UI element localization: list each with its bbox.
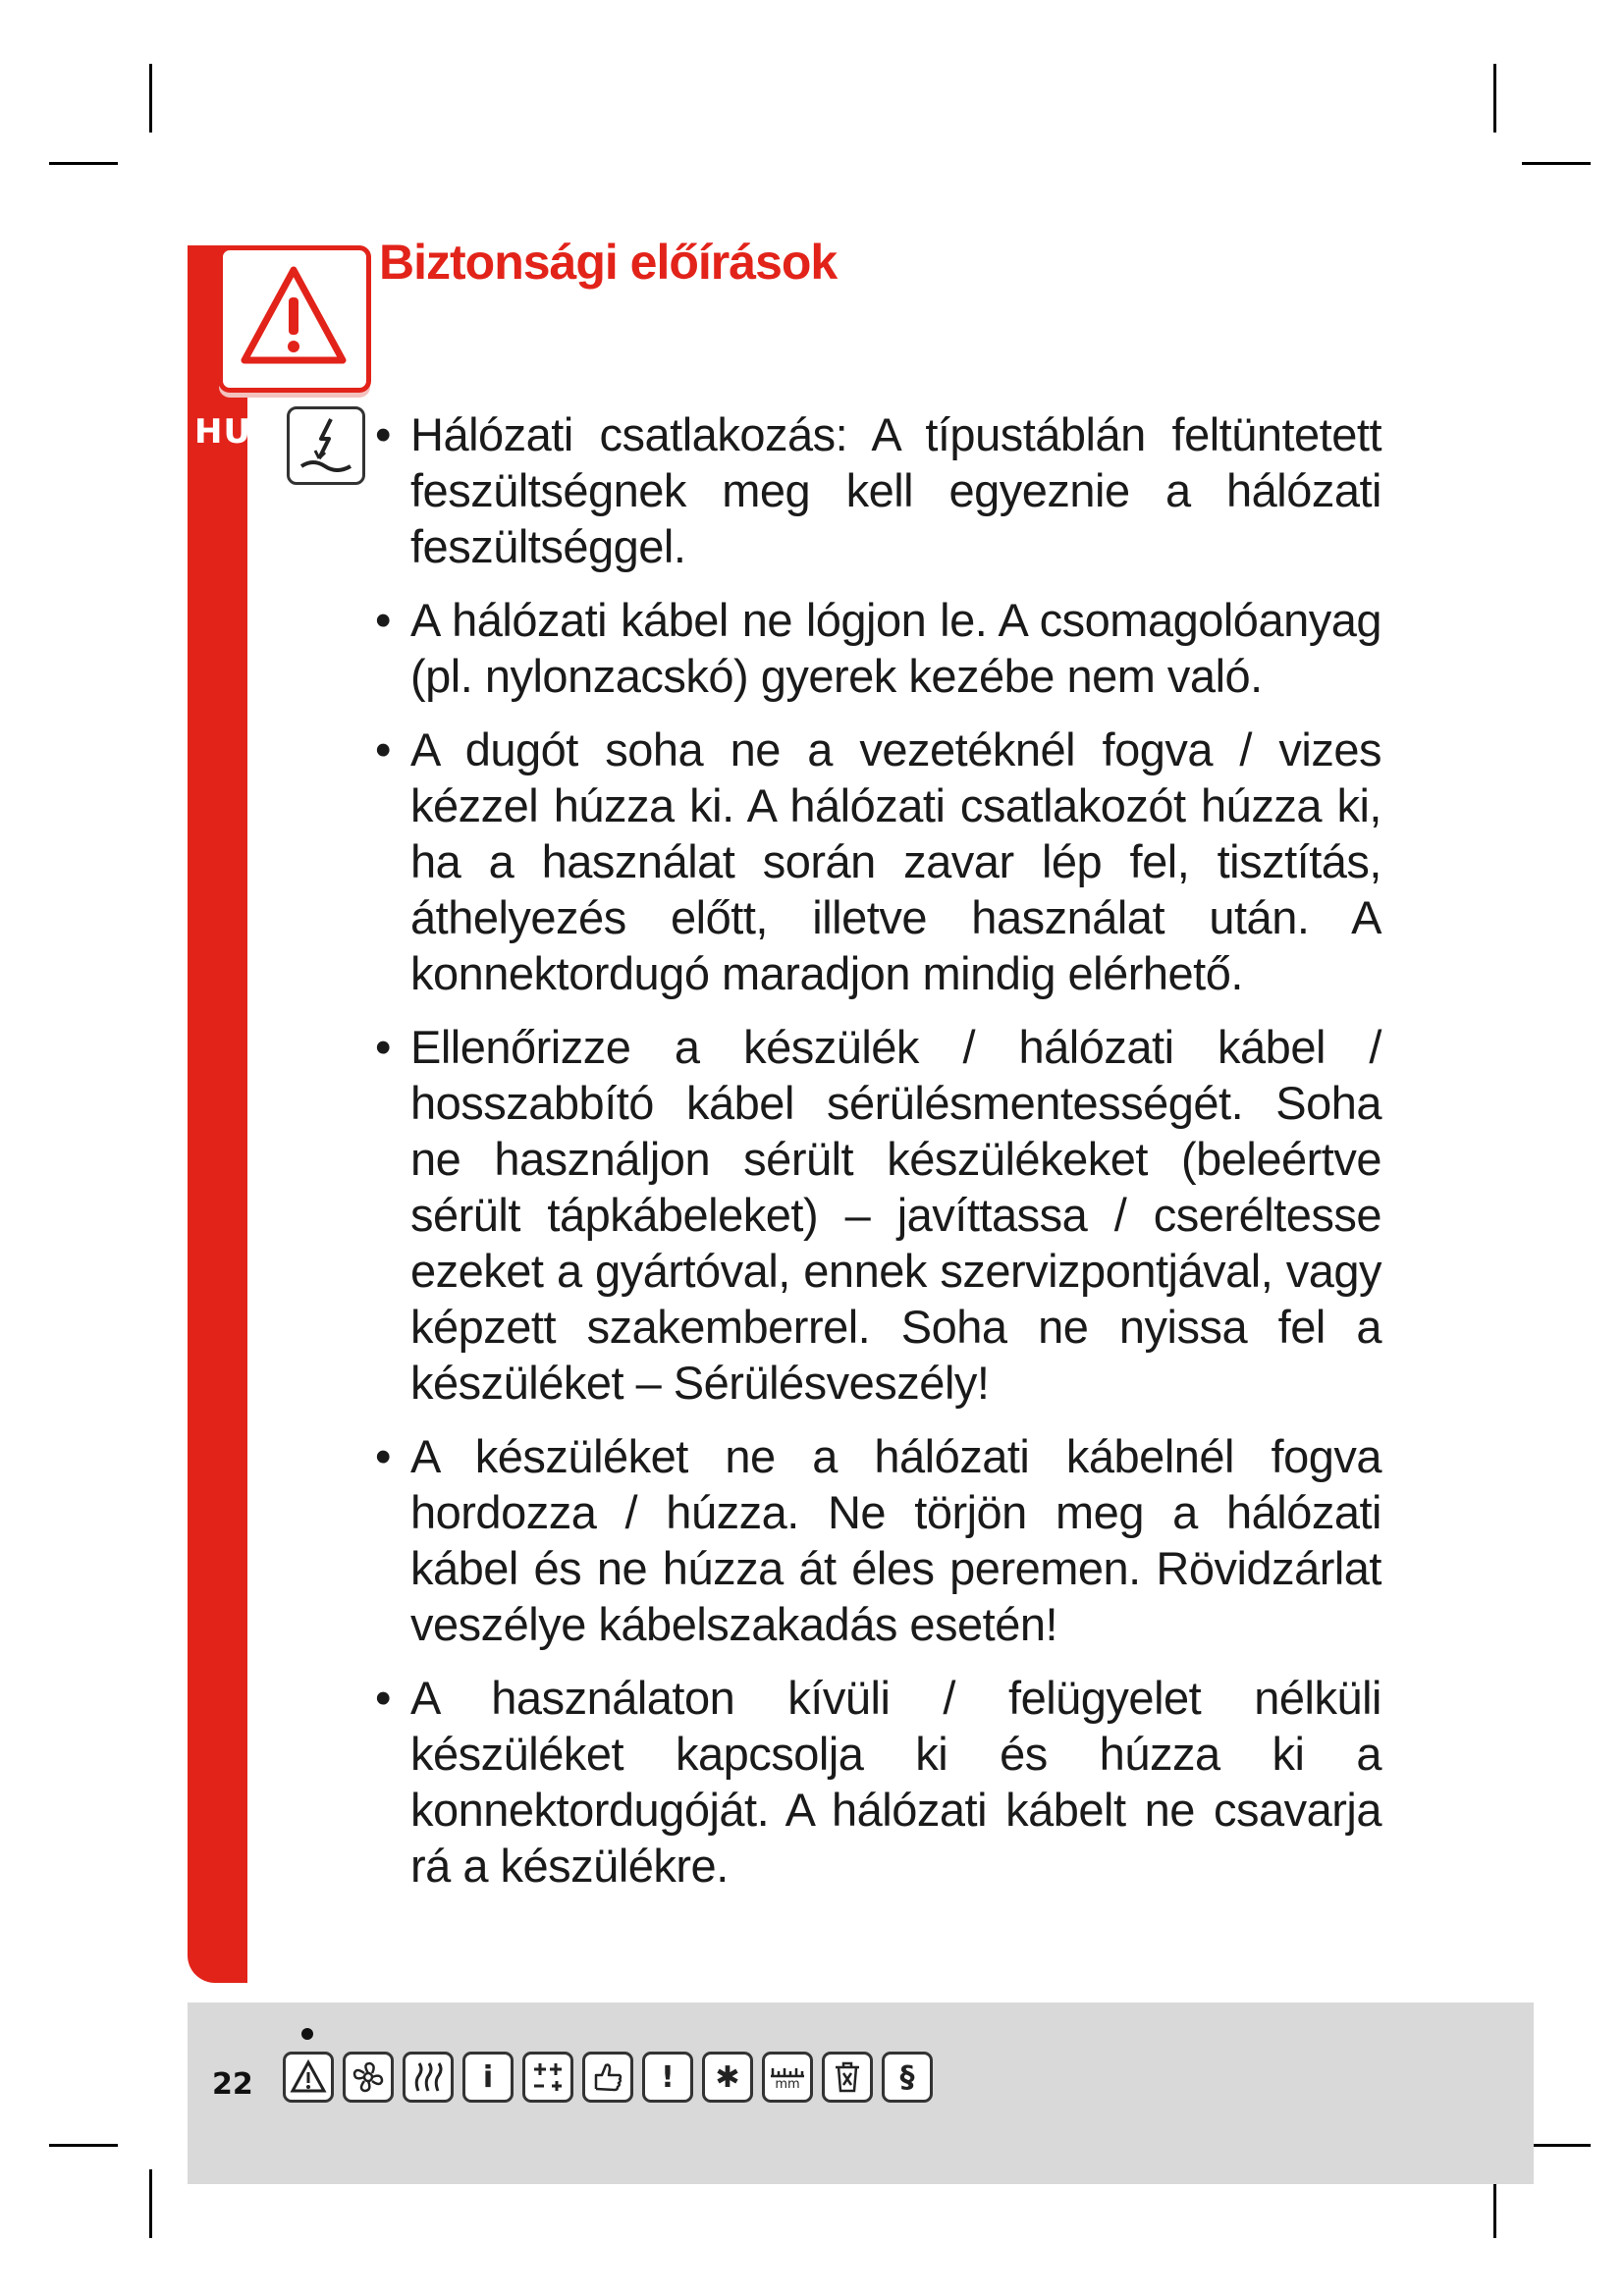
crop-mark <box>49 162 118 165</box>
list-item: • Hálózati csatlakozás: A típustáblán feltüntetett feszültségnek meg kell egyeznie a hálózati feszültséggel. <box>375 406 1381 574</box>
measure-unit-label: mm <box>775 2077 800 2092</box>
trash-icon <box>822 2052 873 2103</box>
section-icon: § <box>882 2052 933 2103</box>
red-sidebar <box>188 245 247 1983</box>
warning-icon <box>283 2052 334 2103</box>
safety-list <box>375 406 1381 1911</box>
crop-mark <box>149 2169 152 2238</box>
hand-icon <box>582 2052 633 2103</box>
list-item: • A hálózati kábel ne lógjon le. A csomagolóanyag (pl. nylonzacskó) gyerek kezébe nem való. <box>375 592 1381 704</box>
info-icon: i <box>462 2052 514 2103</box>
crop-mark <box>1522 162 1591 165</box>
list-item: • Ellenőrizze a készülék / hálózati kábel / hosszabbító kábel sérülésmentességét. Soha ne használjon sérült készülékeket (beleértve sérült tápkábeleket) – javíttassa / cseréltesse ezeket a gyártóval, ennek szervizpontjával, vagy képzett szakemberrel. Soha ne nyissa fel a készüléket – Sérülésveszély! <box>375 1019 1381 1411</box>
warning-badge <box>218 245 371 393</box>
list-item: • A dugót soha ne a vezetéknél fogva / vizes kézzel húzza ki. A hálózati csatlakozót húzza ki, ha a használat során zavar lép fel, tisztítás, áthelyezés előtt, illetve használat után. A konnektordugó maradjon mindig elérhető. <box>375 721 1381 1001</box>
active-section-dot <box>301 2028 313 2040</box>
heat-icon <box>403 2052 454 2103</box>
exclamation-icon: ! <box>642 2052 693 2103</box>
measure-icon <box>762 2052 813 2103</box>
page-number: 22 <box>212 2067 253 2102</box>
language-code: HU <box>194 412 252 452</box>
list-item: • A használaton kívüli / felügyelet nélküli készüléket kapcsolja ki és húzza ki a konnektordugóját. A hálózati kábelt ne csavarja rá a készülékre. <box>375 1670 1381 1894</box>
asterisk-icon: ✱ <box>702 2052 753 2103</box>
power-plug-icon <box>287 406 365 485</box>
list-item: • A készüléket ne a hálózati kábelnél fogva hordozza / húzza. Ne törjön meg a hálózati kábel és ne húzza át éles peremen. Rövidzárlat veszélye kábelszakadás esetén! <box>375 1428 1381 1652</box>
crop-mark <box>49 2144 118 2147</box>
page-title: Biztonsági előírások <box>379 235 838 290</box>
plus-minus-icon <box>522 2052 573 2103</box>
crop-mark <box>1493 64 1496 133</box>
footer-icon-row <box>283 2052 933 2103</box>
crop-mark <box>149 64 152 133</box>
fan-icon <box>343 2052 394 2103</box>
warning-triangle-icon <box>239 262 349 372</box>
